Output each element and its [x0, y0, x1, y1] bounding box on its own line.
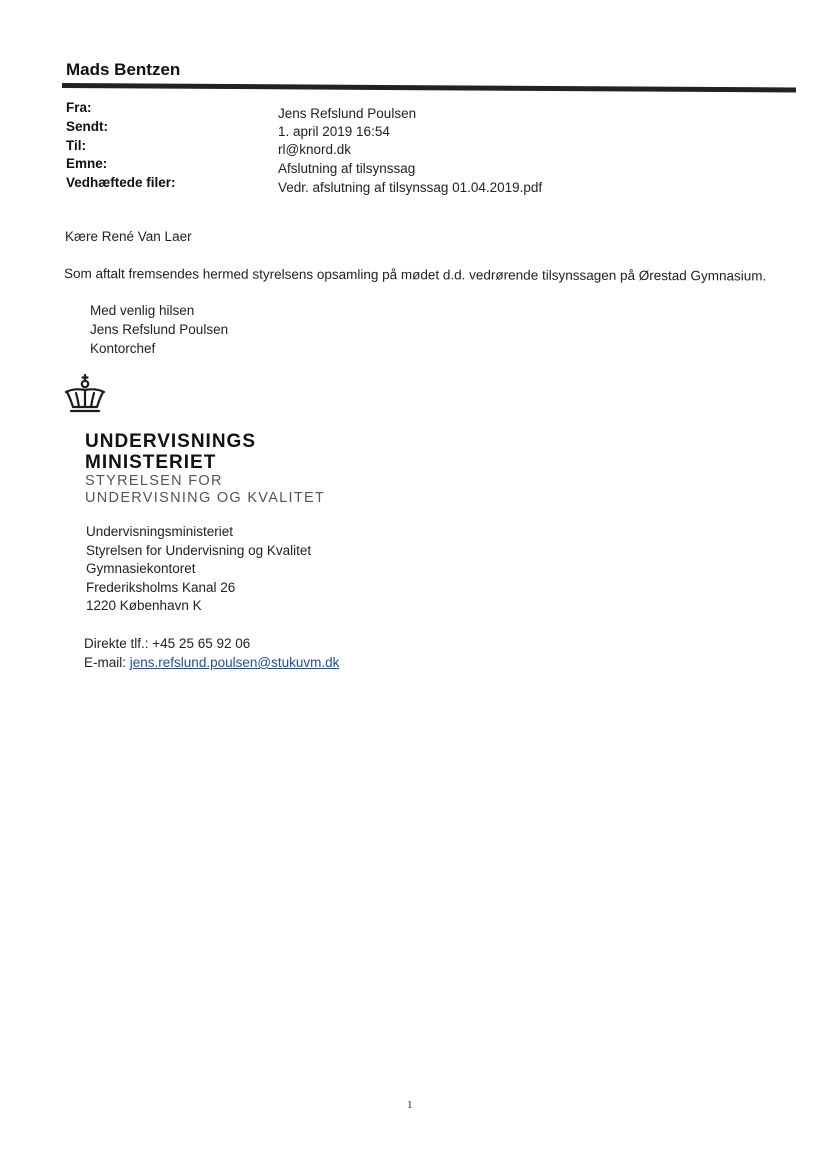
- header-label: Emne:: [66, 156, 108, 171]
- header-label: Fra:: [66, 100, 92, 115]
- sender-title: Kontorchef: [90, 341, 156, 356]
- crown-icon: [62, 374, 108, 414]
- email-label: E-mail:: [84, 655, 127, 670]
- header-value: 1. april 2019 16:54: [278, 124, 390, 139]
- logo-text-line1: UNDERVISNINGS: [85, 431, 257, 452]
- attachment-filename[interactable]: Vedr. afslutning af tilsynssag 01.04.2019.pdf: [278, 180, 543, 195]
- address-line: Gymnasiekontoret: [86, 561, 196, 576]
- logo-text-line4: UNDERVISNING OG KVALITET: [85, 490, 326, 506]
- phone-line: [84, 636, 250, 651]
- mailbox-owner-name: Mads Bentzen: [66, 60, 181, 79]
- closing: Med venlig hilsen: [90, 303, 195, 318]
- phone-number: +45 25 65 92 06: [152, 636, 251, 651]
- header-value: Jens Refslund Poulsen: [278, 106, 417, 121]
- email-link[interactable]: jens.refslund.poulsen@stukuvm.dk: [129, 655, 340, 670]
- sender-name: Jens Refslund Poulsen: [90, 322, 229, 337]
- logo-text-line3: STYRELSEN FOR: [85, 473, 223, 489]
- header-value: Afslutning af tilsynssag: [278, 161, 416, 176]
- message-text: Som aftalt fremsendes hermed styrelsens opsamling på mødet d.d. vedrørende tilsynssagen på Ørestad Gymnasium.: [63, 266, 767, 284]
- address-line: 1220 København K: [86, 598, 202, 613]
- address-line: Undervisningsministeriet: [86, 524, 234, 539]
- header-value: rl@knord.dk: [278, 142, 351, 157]
- header-label: Sendt:: [66, 119, 108, 134]
- logo-text-line2: MINISTERIET: [85, 452, 217, 473]
- phone-label: Direkte tlf.:: [84, 636, 149, 651]
- email-line: [84, 655, 339, 670]
- header-label: Vedhæftede filer:: [66, 175, 176, 190]
- address-line: Styrelsen for Undervisning og Kvalitet: [86, 543, 312, 558]
- header-divider: [62, 83, 796, 92]
- greeting: Kære René Van Laer: [65, 229, 192, 244]
- header-label: Til:: [66, 138, 86, 153]
- address-line: Frederiksholms Kanal 26: [86, 580, 236, 595]
- page-number: 1: [407, 1099, 413, 1111]
